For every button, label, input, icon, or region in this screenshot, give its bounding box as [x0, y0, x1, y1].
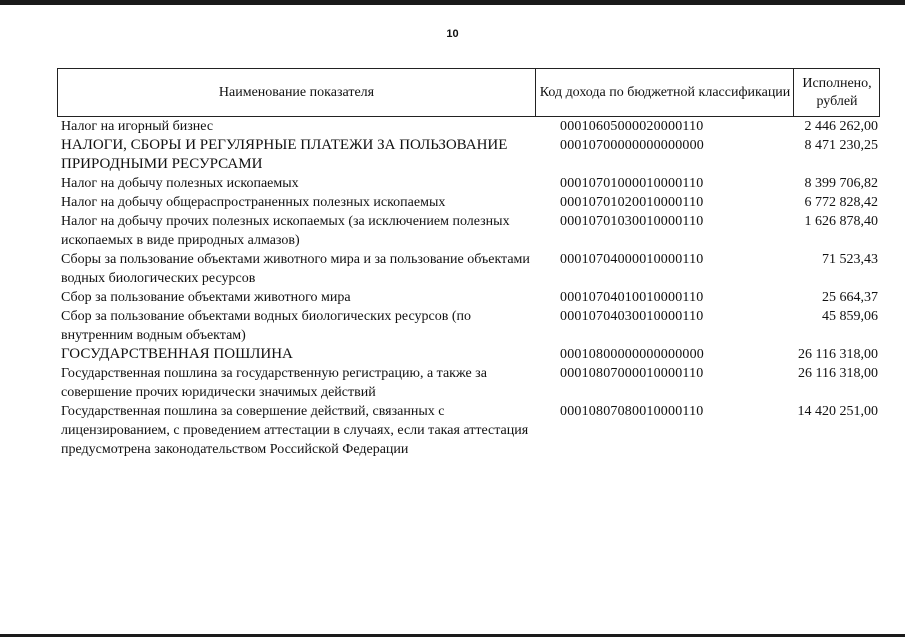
- row-name: Налог на игорный бизнес: [61, 119, 214, 134]
- row-name: Налог на добычу прочих полезных ископаемых (за исключением полезных ископаемых в виде природных алмазов): [61, 214, 510, 248]
- bottom-border: [0, 634, 905, 637]
- table-body: [57, 117, 880, 459]
- row-name: Государственная пошлина за совершение действий, связанных с лицензированием, с проведением аттестации в случаях, если такая аттестация предусмотрена законодательством Российской Федерации: [61, 404, 529, 457]
- row-code: 00010800000000000000: [560, 347, 704, 362]
- header-amount: Исполнено, рублей: [793, 69, 880, 116]
- row-code: 00010700000000000000: [560, 138, 704, 153]
- row-code: 00010701020010000110: [560, 195, 704, 210]
- row-code: 00010807000010000110: [560, 366, 704, 381]
- table-row: [57, 364, 880, 402]
- row-amount: 2 446 262,00: [804, 119, 878, 134]
- top-border: [0, 0, 905, 5]
- row-amount: 1 626 878,40: [804, 214, 878, 229]
- row-code: 00010807080010000110: [560, 404, 704, 419]
- table-row: [57, 193, 880, 212]
- table-row: [57, 307, 880, 345]
- table-row: [57, 288, 880, 307]
- table-row: [57, 212, 880, 250]
- row-amount: 26 116 318,00: [798, 347, 878, 362]
- row-name: Сбор за пользование объектами водных биологических ресурсов (по внутренним водным объектам): [61, 309, 472, 343]
- row-code: 00010605000020000110: [560, 119, 704, 134]
- row-name: Налог на добычу общераспространенных полезных ископаемых: [61, 195, 446, 210]
- row-name: ГОСУДАРСТВЕННАЯ ПОШЛИНА: [61, 346, 293, 362]
- row-code: 00010704030010000110: [560, 309, 704, 324]
- table-row: [57, 136, 880, 174]
- row-code: 00010701000010000110: [560, 176, 704, 191]
- row-amount: 25 664,37: [822, 290, 878, 305]
- row-amount: 8 399 706,82: [804, 176, 878, 191]
- table-row: [57, 117, 880, 136]
- row-amount: 14 420 251,00: [797, 404, 878, 419]
- row-code: 00010704010010000110: [560, 290, 704, 305]
- row-amount: 26 116 318,00: [798, 366, 878, 381]
- table-row: [57, 250, 880, 288]
- table-header: [57, 68, 880, 117]
- row-amount: 8 471 230,25: [804, 138, 878, 153]
- header-name: Наименование показателя: [218, 84, 375, 100]
- row-name: Сборы за пользование объектами животного мира и за пользование объектами водных биологических ресурсов: [61, 252, 530, 286]
- table-row: [57, 174, 880, 193]
- row-amount: 71 523,43: [822, 252, 878, 267]
- row-name: Налог на добычу полезных ископаемых: [61, 176, 299, 191]
- row-code: 00010701030010000110: [560, 214, 704, 229]
- row-name: Государственная пошлина за государственную регистрацию, а также за совершение прочих юридически значимых действий: [61, 366, 487, 400]
- table-row: [57, 345, 880, 364]
- row-name: Сбор за пользование объектами животного мира: [61, 290, 351, 305]
- page-number: 10: [446, 28, 459, 40]
- row-amount: 6 772 828,42: [804, 195, 878, 210]
- row-name: НАЛОГИ, СБОРЫ И РЕГУЛЯРНЫЕ ПЛАТЕЖИ ЗА ПОЛЬЗОВАНИЕ ПРИРОДНЫМИ РЕСУРСАМИ: [61, 137, 508, 172]
- table-row: [57, 402, 880, 459]
- header-code: Код дохода по бюджетной классификации: [535, 69, 794, 116]
- row-amount: 45 859,06: [822, 309, 878, 324]
- row-code: 00010704000010000110: [560, 252, 704, 267]
